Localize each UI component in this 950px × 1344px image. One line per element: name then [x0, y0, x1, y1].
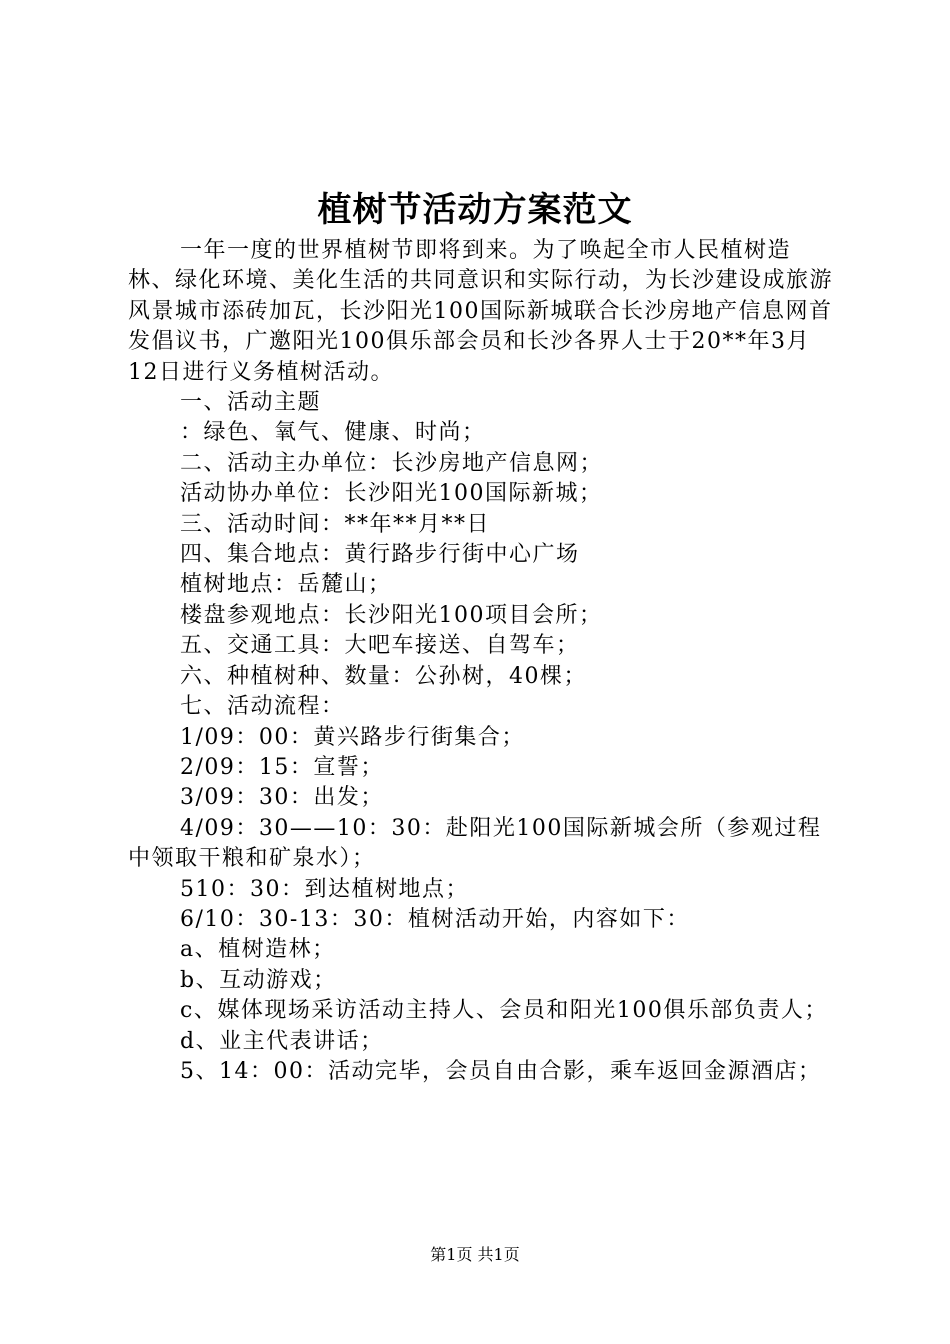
list-item: 一、活动主题 [180, 390, 322, 416]
list-item: 楼盘参观地点：长沙阳光100项目会所； [180, 602, 603, 628]
list-item: 五、交通工具：大吧车接送、自驾车； [180, 633, 580, 659]
list-item: 七、活动流程： [180, 694, 345, 720]
list-item: 3/09：30：出发； [180, 785, 384, 811]
page-footer: 第1页 共1页 [430, 1245, 520, 1264]
list-item: 活动协办单位：长沙阳光100国际新城； [180, 481, 603, 507]
list-item: 四、集合地点：黄行路步行街中心广场 [180, 542, 580, 568]
list-item: 6/10：30-13：30：植树活动开始，内容如下： [180, 906, 690, 932]
list-item: 4/09：30——10：30：赴阳光100国际新城会所（参观过程中领取干粮和矿泉水）； [128, 815, 822, 872]
intro-paragraph: 一年一度的世界植树节即将到来。为了唤起全市人民植树造林、绿化环境、美化生活的共同意识和实际行动，为长沙建设成旅游风景城市添砖加瓦，长沙阳光100国际新城联合长沙房地产信息网首发倡议书，广邀阳光100俱乐部会员和长沙各界人士于20**年3月12日进行义务植树活动。 [128, 238, 834, 385]
list-item: 1/09：00：黄兴路步行街集合； [180, 724, 525, 750]
list-item: 三、活动时间：**年**月**日 [180, 511, 491, 537]
list-item: 六、种植树种、数量：公孙树，40棵； [180, 663, 587, 689]
document-body [128, 236, 834, 1087]
list-item: b、互动游戏； [180, 967, 337, 993]
list-item: c、媒体现场采访活动主持人、会员和阳光100俱乐部负责人； [180, 998, 828, 1024]
list-item: 植树地点：岳麓山； [180, 572, 392, 598]
list-item: 5、14：00：活动完毕，会员自由合影，乘车返回金源酒店； [180, 1058, 822, 1084]
document-title: 植树节活动方案范文 [317, 190, 633, 230]
list-item: d、业主代表讲话； [180, 1028, 384, 1054]
list-item: ：绿色、氧气、健康、时尚； [180, 420, 486, 446]
list-item: a、植树造林； [180, 937, 336, 963]
list-item: 2/09：15：宣誓； [180, 754, 384, 780]
list-item: 二、活动主办单位：长沙房地产信息网； [180, 450, 604, 476]
list-item: 510：30：到达植树地点； [180, 876, 469, 902]
